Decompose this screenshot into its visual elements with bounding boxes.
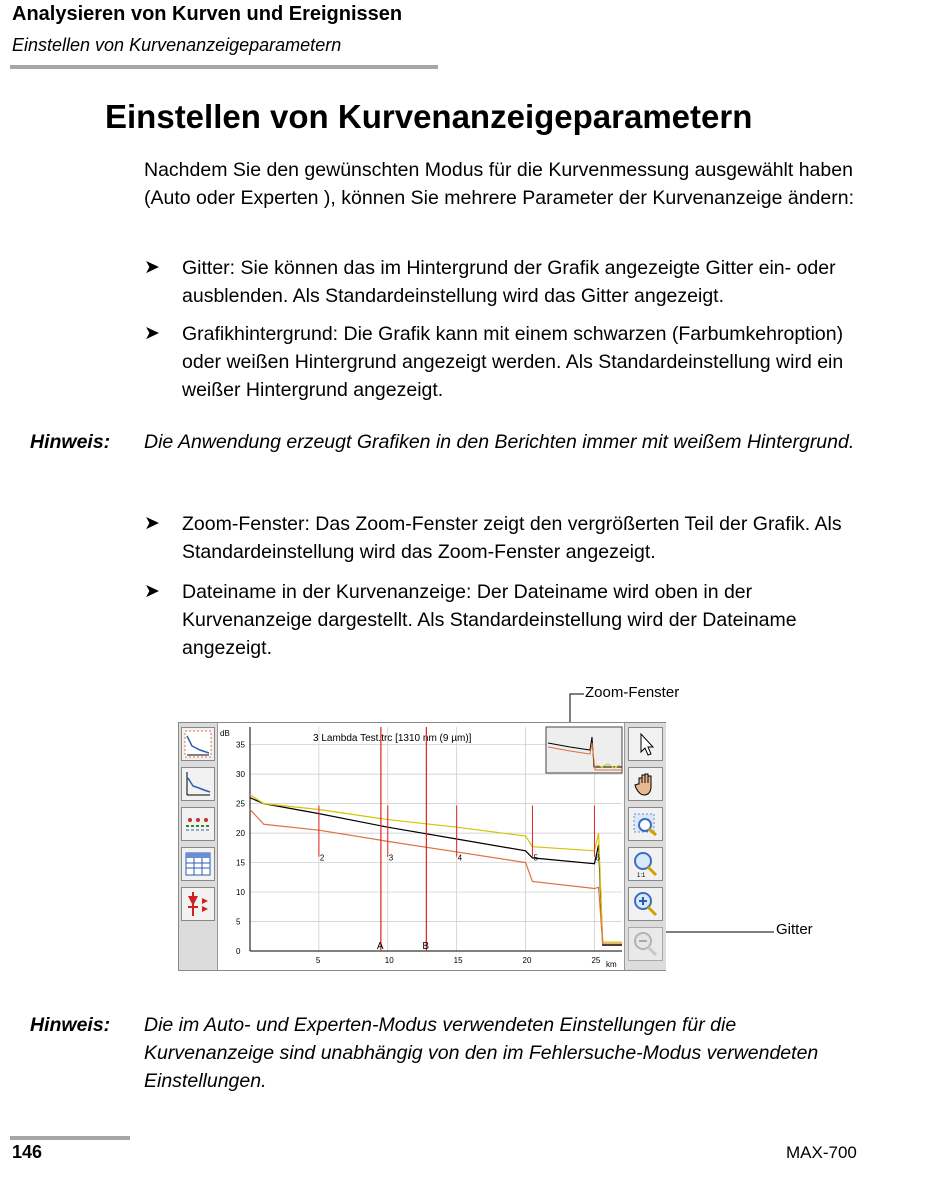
bullet-text: Zoom-Fenster: Das Zoom-Fenster zeigt den vergrößerten Teil der Grafik. Als Standardeinstellung wird das Zoom-Fenster angezeigt. [182, 513, 842, 563]
running-header-chapter: Analysieren von Kurven und Ereignissen [12, 3, 403, 25]
event-label: 3 [388, 853, 394, 863]
bullet-text: Grafikhintergrund: Die Grafik kann mit einem schwarzen (Farbumkehroption) oder weißen Hintergrund angezeigt werden. Als Standardeinstellung wird ein weißer Hintergrund angezeigt. [182, 323, 844, 401]
x-axis-label: km [606, 960, 617, 969]
marker-label: B [422, 941, 430, 952]
y-tick-label: 0 [236, 947, 241, 956]
zoom-area-icon[interactable] [628, 807, 663, 841]
hand-icon[interactable] [628, 767, 663, 801]
zoom-in-icon[interactable] [628, 887, 663, 921]
y-tick-label: 20 [236, 829, 245, 839]
event-label: 2 [319, 853, 325, 863]
bullet-arrow-icon: ➤ [144, 581, 160, 602]
bullet-text: Dateiname in der Kurvenanzeige: Der Dateiname wird oben in der Kurvenanzeige dargestellt. Als Standardeinstellung wird der Dateiname angezeigt. [182, 581, 797, 659]
marker-label: A [376, 941, 384, 952]
svg-text:1:1: 1:1 [637, 873, 646, 879]
zoom-reset-icon[interactable] [628, 847, 663, 881]
note-label: Hinweis: [30, 1014, 111, 1036]
trace-line [250, 795, 622, 942]
y-tick-label: 15 [236, 858, 245, 868]
callout-grid: Gitter [776, 921, 813, 938]
bullet-zoom-window [144, 510, 864, 566]
event-label: 5 [533, 853, 538, 863]
right-toolbar [624, 723, 666, 970]
trace-line [250, 798, 622, 945]
y-tick-label: 5 [236, 917, 241, 927]
x-tick-label: 20 [522, 956, 532, 965]
trace-title: 3 Lambda Test.trc [1310 nm (9 µm)] [313, 733, 472, 744]
table-icon[interactable] [181, 847, 215, 881]
product-name: MAX-700 [786, 1143, 857, 1162]
left-toolbar [179, 723, 218, 970]
bullet-background [144, 320, 864, 404]
trace-line [250, 810, 622, 944]
event-label: 4 [457, 853, 463, 863]
pointer-icon[interactable] [628, 727, 663, 761]
note-text: Die Anwendung erzeugt Grafiken in den Berichten immer mit weißem Hintergrund. [144, 431, 855, 453]
bullet-grid [144, 254, 864, 310]
event-label: 6 [595, 853, 600, 863]
splice-icon[interactable] [181, 887, 215, 921]
trace-zoom-icon[interactable] [181, 767, 215, 801]
zoom-window[interactable] [546, 727, 622, 773]
intro-paragraph: Nachdem Sie den gewünschten Modus für die Kurvenmessung ausgewählt haben (Auto oder Experten ), können Sie mehrere Parameter der Kurvenanzeige ändern: [144, 159, 854, 209]
trace-overview-icon[interactable] [181, 727, 215, 761]
zoom-out-icon[interactable] [628, 927, 663, 961]
note-label: Hinweis: [30, 431, 111, 453]
x-tick-label: 25 [591, 956, 601, 965]
bullet-arrow-icon: ➤ [144, 323, 160, 344]
trace-series [250, 795, 622, 945]
x-tick-label: 10 [384, 956, 394, 965]
note-text: Die im Auto- und Experten-Modus verwendeten Einstellungen für die Kurvenanzeige sind unabhängig von den im Fehlersuche-Modus verwendeten Einstellungen. [144, 1014, 819, 1092]
y-axis-label: dB [220, 729, 230, 738]
bullet-arrow-icon: ➤ [144, 513, 160, 534]
bullet-arrow-icon: ➤ [144, 257, 160, 278]
page-title: Einstellen von Kurvenanzeigeparametern [105, 98, 753, 135]
x-tick-label: 15 [453, 956, 463, 965]
y-tick-label: 10 [236, 888, 245, 898]
markers[interactable] [377, 727, 429, 952]
callout-zoom-window: Zoom-Fenster [585, 684, 680, 701]
y-tick-label: 30 [236, 770, 245, 780]
y-tick-label: 25 [236, 799, 245, 809]
bullet-text: Gitter: Sie können das im Hintergrund der Grafik angezeigte Gitter ein- oder ausblenden. Als Standardeinstellung wird das Gitter angezeigt. [182, 257, 836, 307]
y-tick-label: 35 [236, 740, 245, 750]
footer-rule [10, 1136, 130, 1140]
events [319, 806, 601, 863]
header-rule [10, 65, 438, 69]
x-tick-label: 5 [315, 956, 321, 965]
page-number: 146 [12, 1142, 43, 1162]
event-view-icon[interactable] [181, 807, 215, 841]
running-header-section: Einstellen von Kurvenanzeigeparametern [12, 35, 342, 55]
trace-plot[interactable] [218, 723, 623, 970]
bullet-filename [144, 578, 864, 662]
otdr-trace-figure [178, 722, 666, 971]
